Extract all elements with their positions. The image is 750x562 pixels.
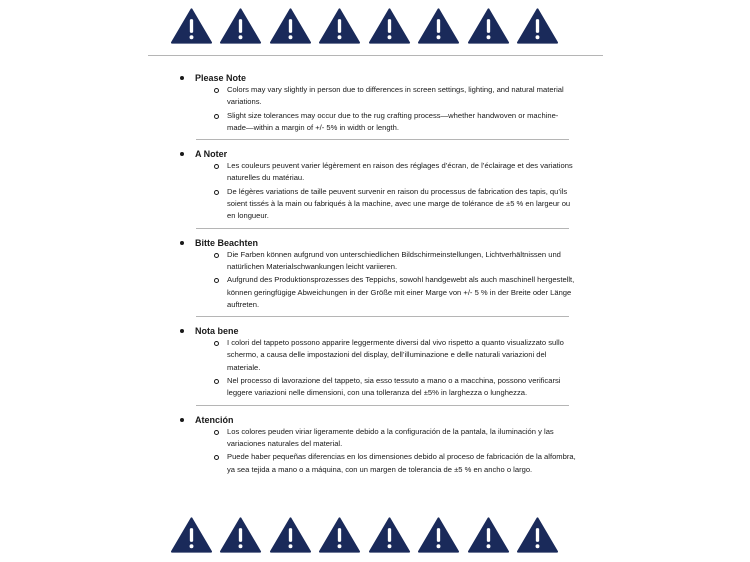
list-item <box>176 426 576 451</box>
list-item <box>176 110 576 135</box>
section-divider <box>196 139 569 140</box>
section-divider <box>196 405 569 406</box>
warning-triangle-icon <box>467 516 510 554</box>
item-list <box>176 160 576 222</box>
warning-triangle-icon <box>219 516 262 554</box>
circle-bullet <box>214 278 219 283</box>
item-text: Puede haber pequeñas diferencias en los dimensiones debido al proceso de fabricación de la alfombra, ya sea tejida a mano o a máquina, con un margen de tolerancia de ±5 % en ancho o largo. <box>227 452 576 474</box>
warning-triangle-icon <box>417 7 460 45</box>
warning-icons-top-row <box>170 5 559 45</box>
item-text: Los colores peuden viriar ligeramente debido a la configuración de la pantala, la iluminación y las variaciones naturales del material. <box>227 426 554 448</box>
section-title: A Noter <box>195 149 228 160</box>
list-item <box>176 375 576 400</box>
list-item <box>176 337 576 374</box>
warning-triangle-icon <box>368 516 411 554</box>
warning-triangle-icon <box>318 7 361 45</box>
item-list <box>176 426 576 476</box>
list-item <box>176 186 576 223</box>
item-text: Les couleurs peuvent varier légèrement en raison des réglages d’écran, de l’éclairage et des variations naturelles du matériau. <box>227 161 573 183</box>
bullet-dot <box>180 152 184 156</box>
item-list <box>176 249 576 311</box>
item-text: De légères variations de taille peuvent survenir en raison du processus de fabrication des tapis, qu’ils soient tissés à la main ou fabriqués à la machine, avec une marge de tolérance de ±5 % en largeur ou en longueur. <box>227 186 571 221</box>
warning-triangle-icon <box>170 7 213 45</box>
circle-bullet <box>214 114 219 119</box>
item-text: Die Farben können aufgrund von unterschiedlichen Bildschirmeinstellungen, Lichtverhältnissen und natürlichen Materialschwankungen leicht variieren. <box>227 249 561 271</box>
warning-triangle-icon <box>516 516 559 554</box>
list-item <box>176 451 576 476</box>
circle-bullet <box>214 341 219 346</box>
circle-bullet <box>214 430 219 435</box>
item-list <box>176 337 576 399</box>
circle-bullet <box>214 253 219 258</box>
warning-icons-bottom-row <box>170 514 559 554</box>
section-title: Atención <box>195 414 234 425</box>
section-bitte-beachten <box>176 237 576 311</box>
item-list <box>176 84 576 134</box>
item-text: Aufgrund des Produktionsprozesses des Teppichs, sowohl handgewebt als auch maschinell hergestellt, können geringfügige Abweichungen in der Größe mit einer Marge von +/- 5 % in der Breite oder Länge auftreten. <box>227 275 575 309</box>
section-a-noter <box>176 148 576 222</box>
item-text: Nel processo di lavorazione del tappeto, sia esso tessuto a mano o a macchina, possono verificarsi leggere variazioni nelle dimensioni, con una tolleranza del ±5% in larghezza o lunghezza. <box>227 376 561 398</box>
warning-triangle-icon <box>368 7 411 45</box>
bullet-dot <box>180 241 184 245</box>
section-divider <box>196 316 569 317</box>
bullet-dot <box>180 418 184 422</box>
warning-triangle-icon <box>318 516 361 554</box>
warning-triangle-icon <box>269 516 312 554</box>
list-item <box>176 160 576 185</box>
notice-content <box>176 72 576 476</box>
section-title: Please Note <box>195 73 247 83</box>
warning-triangle-icon <box>417 516 460 554</box>
list-item <box>176 84 576 109</box>
list-item <box>176 249 576 274</box>
item-text: Colors may vary slightly in person due to differences in screen settings, lighting, and natural material variations. <box>227 85 564 107</box>
circle-bullet <box>214 190 219 195</box>
circle-bullet <box>214 88 219 93</box>
top-divider <box>148 55 603 56</box>
section-atencion <box>176 414 576 476</box>
circle-bullet <box>214 379 219 384</box>
section-please-note <box>176 72 576 134</box>
warning-triangle-icon <box>170 516 213 554</box>
section-title: Nota bene <box>195 326 239 337</box>
section-title: Bitte Beachten <box>195 237 259 248</box>
circle-bullet <box>214 164 219 169</box>
warning-triangle-icon <box>269 7 312 45</box>
list-item <box>176 274 576 311</box>
warning-triangle-icon <box>219 7 262 45</box>
bullet-dot <box>180 76 184 80</box>
item-text: I colori del tappeto possono apparire leggermente diversi dal vivo rispetto a quanto visualizzato sullo schermo, a causa delle impostazioni del display, dell’illuminazione e delle naturali variazioni del materiale. <box>227 338 564 372</box>
bullet-dot <box>180 329 184 333</box>
warning-triangle-icon <box>516 7 559 45</box>
section-nota-bene <box>176 325 576 399</box>
warning-triangle-icon <box>467 7 510 45</box>
item-text: Slight size tolerances may occur due to the rug crafting process—whether handwoven or machine-made—within a margin of +/- 5% in width or length. <box>227 110 559 132</box>
circle-bullet <box>214 455 219 460</box>
section-divider <box>196 228 569 229</box>
